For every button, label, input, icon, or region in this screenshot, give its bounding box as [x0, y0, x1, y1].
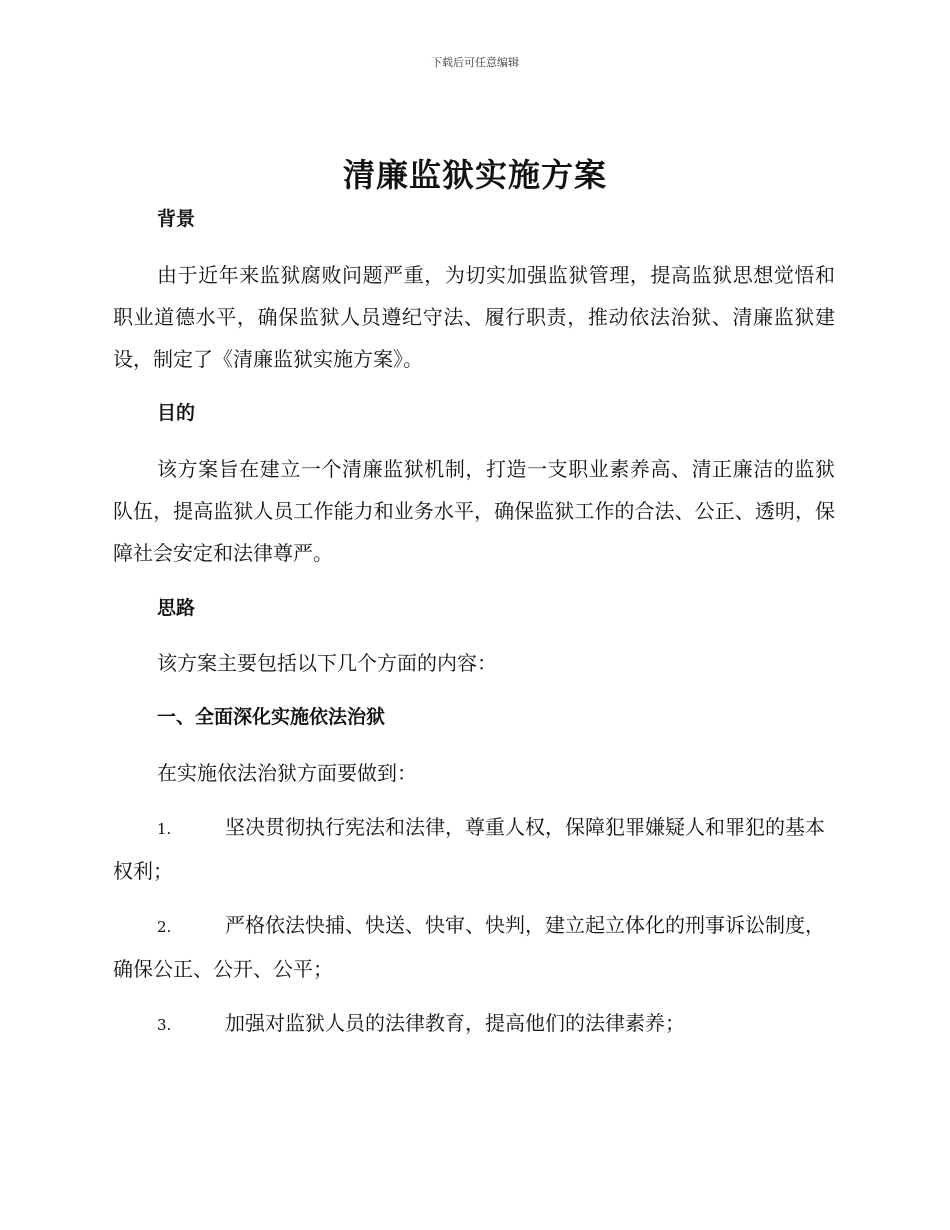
section-heading-part1: 一、全面深化实施依法治狱 — [157, 706, 386, 728]
list-item-text: 坚决贯彻执行宪法和法律，尊重人权，保障犯罪嫌疑人和罪犯的基本权利； — [113, 815, 825, 883]
list-item-number: 3. — [157, 1016, 172, 1034]
paragraph-approach: 该方案主要包括以下几个方面的内容： — [157, 651, 497, 675]
list-item-text: 加强对监狱人员的法律教育，提高他们的法律素养； — [225, 1011, 685, 1035]
list-item — [113, 806, 835, 892]
list-item-number: 1. — [157, 820, 172, 838]
document-title: 清廉监狱实施方案 — [342, 156, 607, 194]
list-item-text: 严格依法快捕、快送、快审、快判，建立起立体化的刑事诉讼制度，确保公正、公开、公平； — [113, 913, 825, 981]
section-heading-background: 背景 — [157, 208, 196, 230]
page-header: 下载后可任意编辑 — [431, 56, 519, 69]
list-item-number: 2. — [157, 918, 172, 936]
list-item — [113, 904, 835, 990]
paragraph-purpose: 该方案旨在建立一个清廉监狱机制，打造一支职业素养高、清正廉洁的监狱队伍，提高监狱人员工作能力和业务水平，确保监狱工作的合法、公正、透明，保障社会安定和法律尊严。 — [113, 457, 835, 565]
paragraph-part1-intro: 在实施依法治狱方面要做到： — [157, 761, 417, 785]
section-heading-approach: 思路 — [157, 597, 196, 619]
section-heading-purpose: 目的 — [157, 402, 196, 424]
list-item — [113, 1002, 835, 1046]
paragraph-background: 由于近年来监狱腐败问题严重，为切实加强监狱管理，提高监狱思想觉悟和职业道德水平，确保监狱人员遵纪守法、履行职责，推动依法治狱、清廉监狱建设，制定了《清廉监狱实施方案》。 — [113, 263, 835, 371]
